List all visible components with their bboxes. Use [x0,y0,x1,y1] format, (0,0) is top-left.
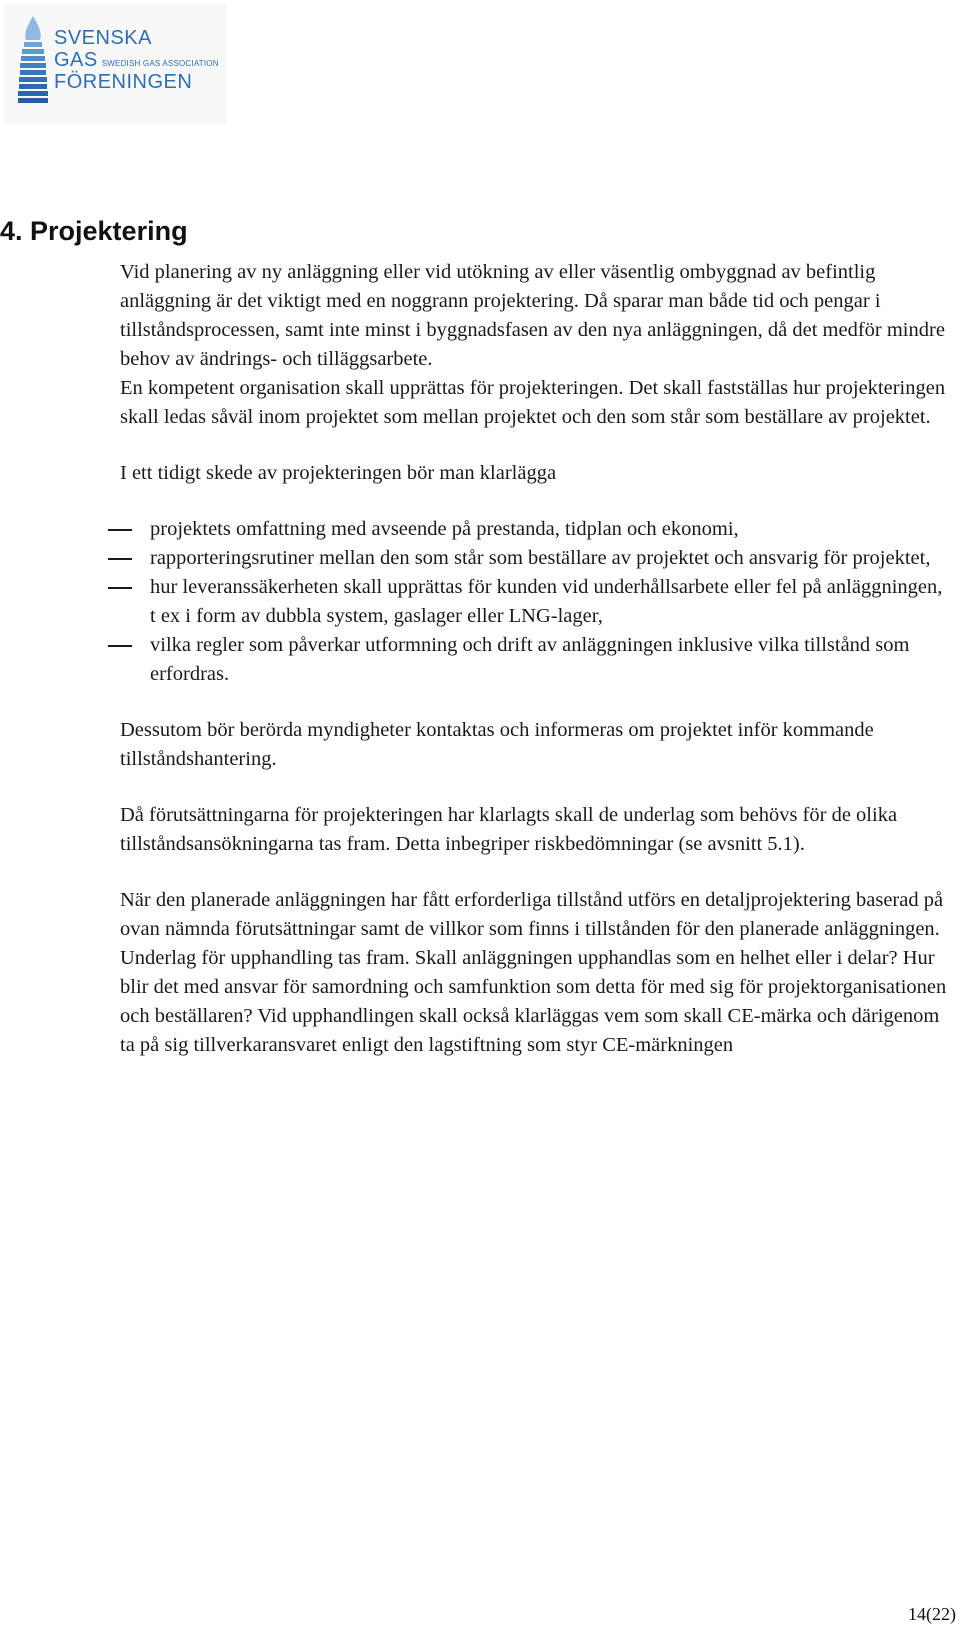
page-number: 14(22) [908,1604,956,1624]
paragraph-intro: Vid planering av ny anläggning eller vid utökning av eller väsentlig ombyggnad av befintlig anläggning är det viktigt med en noggrann projektering. Då sparar man både tid och pengar i tillståndsprocessen, samt inte minst i byggnadsfasen av den nya anläggningen, då det medför mindre behov av ändrings- och tilläggsarbete. [120,261,945,370]
paragraph-prerequisites: Då förutsättningarna för projekteringen har klarlagts skall de underlag som behövs för de olika tillståndsansökningarna tas fram. Detta inbegriper riskbedömningar (se avsnitt 5.1). [120,804,898,855]
association-logo [4,4,226,124]
paragraph-authorities: Dessutom bör berörda myndigheter kontaktas och informeras om projektet inför kommande tillståndshantering. [120,719,874,770]
list-item: rapporteringsrutiner mellan den som står som beställare av projektet och ansvarig för projektet, [120,544,950,573]
bullet-list [120,515,950,689]
logo-line-2: GAS [54,49,98,71]
logo-tagline: SWEDISH GAS ASSOCIATION [101,59,219,68]
logo-line-3: FÖRENINGEN [54,71,193,93]
flame-tower-icon [16,14,50,106]
list-item: hur leveranssäkerheten skall upprättas för kunden vid underhållsarbete eller fel på anläggningen, t ex i form av dubbla system, gaslager eller LNG-lager, [120,573,950,631]
section-heading: 4. Projektering [0,216,188,246]
logo-line-1: SVENSKA [54,27,152,49]
list-item: vilka regler som påverkar utformning och drift av anläggningen inklusive vilka tillstånd som erfordras. [120,631,950,689]
logo-wordmark [54,28,219,94]
paragraph-list-intro: I ett tidigt skede av projekteringen bör man klarlägga [120,462,557,484]
section-body [120,258,950,1060]
paragraph-detail-design: När den planerade anläggningen har fått erforderliga tillstånd utförs en detaljprojektering baserad på ovan nämnda förutsättningar samt de villkor som finns i tillstånden för den planerade anläggningen. Underlag för upphandling tas fram. Skall anläggningen upphandlas som en helhet eller i delar? Hur blir det med ansvar för samordning och samfunktion som detta för med sig för projektorganisationen och beställaren? Vid upphandlingen skall också klarläggas vem som skall CE-märka och därigenom ta på sig tillverkaransvaret enligt den lagstiftning som styr CE-märkningen [120,889,947,1056]
list-item: projektets omfattning med avseende på prestanda, tidplan och ekonomi, [120,515,950,544]
paragraph-organisation: En kompetent organisation skall upprättas för projekteringen. Det skall fastställas hur projekteringen skall ledas såväl inom projektet som mellan projektet och den som står som beställare av projektet. [120,377,946,428]
